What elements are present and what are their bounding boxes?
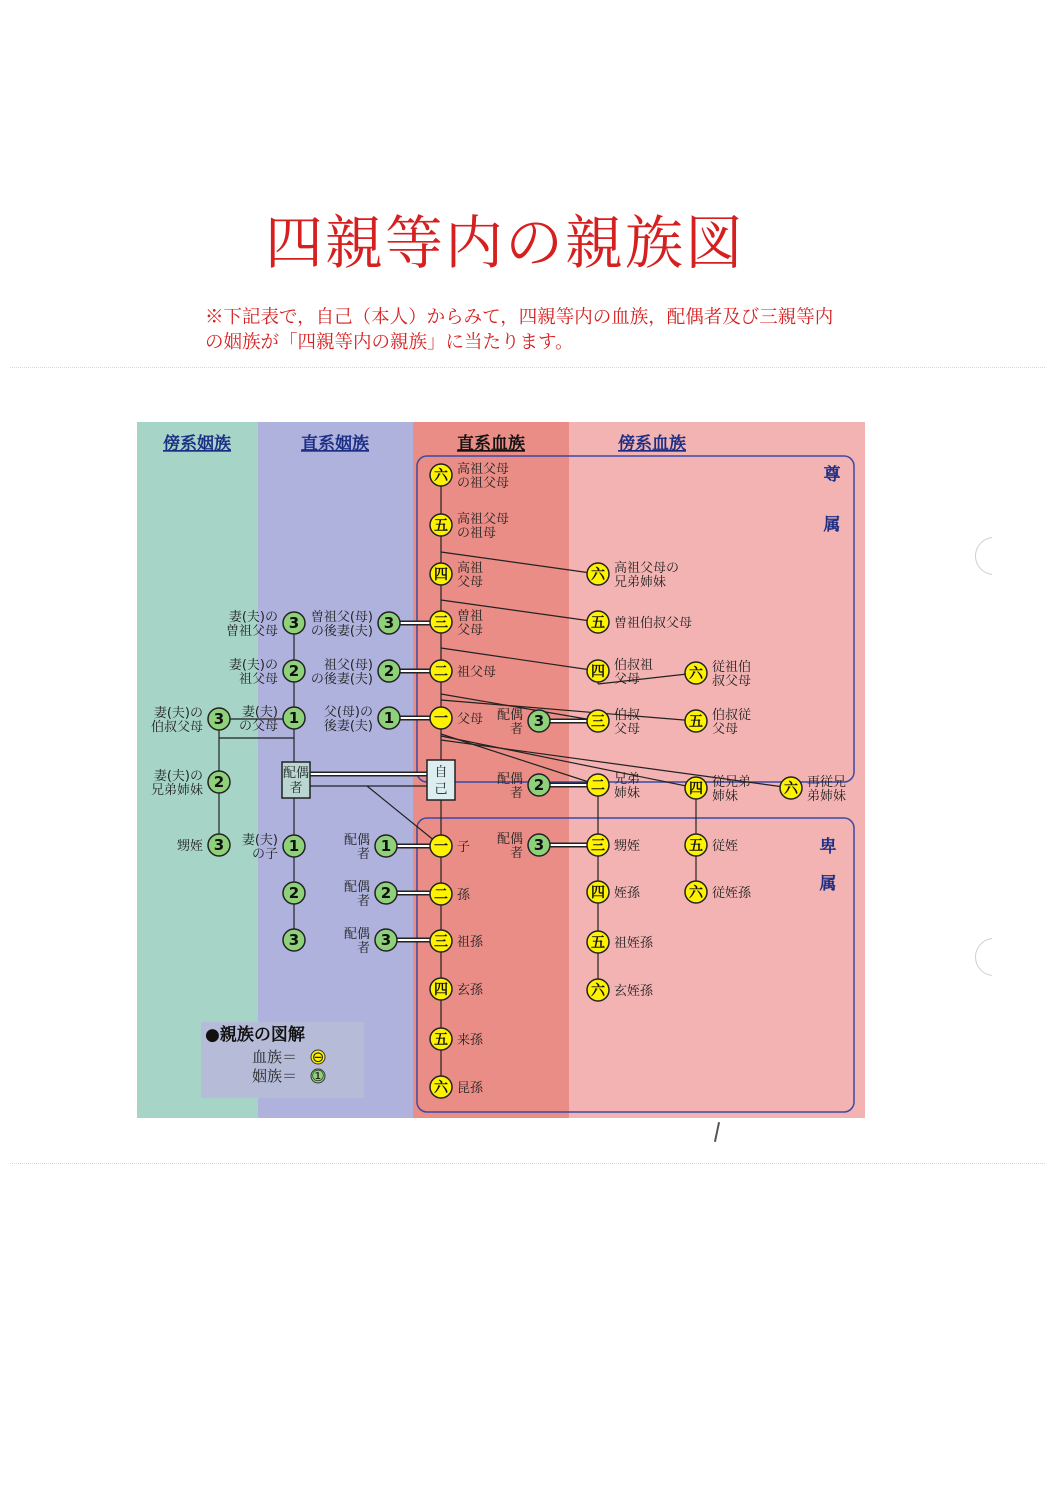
c-oimei-ko-degree: 四 — [591, 885, 605, 901]
self-label-1: 自 — [434, 765, 448, 780]
c-kouso-kyodai-label-1: 高祖父母の — [614, 561, 680, 576]
scan-line-top — [10, 367, 1045, 368]
legend-title: ●親族の図解 — [205, 1025, 305, 1045]
b-hiko-label-1: 祖孫 — [457, 935, 484, 950]
a-tsuma-ko2-node — [283, 882, 305, 904]
c-kouso-kyodai-label-2: 兄弟姉妹 — [614, 575, 667, 590]
c-hakushukuso-degree: 四 — [591, 664, 605, 680]
band-collateral-blood — [569, 422, 865, 1118]
punch-hole-upper — [975, 537, 1013, 575]
c-jusohaku-node — [685, 659, 751, 689]
b-kouso-degree: 四 — [434, 567, 448, 583]
a-tsuma-kyodai-node — [151, 768, 230, 798]
a-fubo-gosai-label-2: 後妻(夫) — [323, 719, 373, 734]
b-kouso-sofubo-node — [430, 461, 509, 491]
c-hakushuku-ju-label-2: 父母 — [712, 722, 739, 737]
a-kyodai-haigusha-label-1: 配偶 — [496, 772, 523, 787]
a-sousofu-gosai-label-1: 曽祖父(母) — [310, 610, 373, 625]
band-heading-collateral-affinity: 傍系姻族 — [163, 434, 231, 454]
a-tsuma-fubo-label-1: 妻(夫) — [241, 705, 278, 720]
a-tsuma-sofubo-label-2: 祖父母 — [238, 672, 278, 687]
c-itoko-mago-label-1: 従姪孫 — [712, 886, 752, 901]
b-fubo-degree: 一 — [434, 711, 448, 727]
a-tsuma-sousofubo-degree: 3 — [288, 614, 300, 632]
a-mago-haigusha-label-2: 者 — [356, 894, 370, 909]
spouse-node — [282, 762, 310, 798]
c-mata-itoko-node — [780, 775, 846, 804]
c-kyodai-label-1: 兄弟 — [614, 772, 641, 787]
a-tsuma-hakushuku-label-2: 伯叔父母 — [150, 720, 203, 735]
a-fubo-gosai-node — [324, 705, 400, 734]
a-oimei-haigusha-label-1: 配偶 — [496, 832, 523, 847]
c-itoko-ko-label-1: 従姪 — [712, 839, 739, 854]
a-kyodai-haigusha-label-2: 者 — [509, 786, 523, 801]
c-jusohaku-label-1: 従祖伯 — [712, 660, 752, 675]
b-fubo-label-1: 父母 — [457, 712, 484, 727]
a-tsuma-sofubo-node — [229, 657, 305, 687]
c-itoko-degree: 四 — [689, 781, 703, 797]
b-sofubo-label-1: 祖父母 — [457, 665, 497, 680]
b-mago-label-1: 孫 — [457, 888, 471, 903]
band-heading-lineal-blood: 直系血族 — [457, 434, 525, 454]
c-oimei-degree: 三 — [591, 838, 605, 854]
c-hakushukuso-label-2: 父母 — [614, 672, 641, 687]
a-tsuma-fubo-degree: 1 — [288, 709, 300, 727]
a-ko-haigusha-label-2: 者 — [356, 847, 370, 862]
c-oimei-himago-label-1: 玄姪孫 — [614, 984, 654, 999]
b-konson-label-1: 昆孫 — [457, 1081, 484, 1096]
c-oimei-ko-label-1: 姪孫 — [614, 886, 641, 901]
a-sousofu-gosai-node — [311, 609, 400, 639]
a-ko-haigusha-degree: 1 — [380, 837, 392, 855]
c-oimei-mago-degree: 五 — [591, 935, 605, 951]
b-kouso-sobo-label-1: 高祖父母 — [457, 512, 510, 527]
a-tsuma-sousofubo-node — [226, 609, 305, 639]
self-node — [427, 760, 455, 800]
c-kyodai-degree: 二 — [591, 778, 605, 794]
a-tsuma-oimei-degree: 3 — [213, 836, 225, 854]
a-tsuma-fubo-node — [239, 704, 305, 734]
b-kouso-sobo-label-2: の祖母 — [457, 526, 497, 541]
c-jusohaku-degree: 六 — [689, 666, 703, 682]
a-hakushuku-haigusha-degree: 3 — [533, 712, 545, 730]
punch-hole-lower — [975, 938, 1013, 976]
b-konson-degree: 六 — [434, 1080, 448, 1096]
a-tsuma-sousofubo-label-2: 曽祖父母 — [225, 624, 278, 639]
b-raison-degree: 五 — [434, 1032, 448, 1048]
legend-blood: 血族＝ — [252, 1048, 298, 1066]
a-tsuma-sousofubo-label-1: 妻(夫)の — [228, 610, 278, 625]
document-note: ※下記表で，自己（本人）からみて，四親等内の血族，配偶者及び三親等内の姻族が「四親等内の親族」に当たります。 — [205, 307, 834, 353]
b-sofubo-degree: 二 — [434, 664, 448, 680]
a-sousofu-gosai-degree: 3 — [383, 614, 395, 632]
a-tsuma-sofubo-label-1: 妻(夫)の — [228, 658, 278, 673]
c-oimei-himago-degree: 六 — [591, 983, 605, 999]
c-hakushukuso-label-1: 伯叔祖 — [614, 658, 654, 673]
legend — [201, 1022, 364, 1098]
b-kouso-sofubo-label-2: の祖父母 — [457, 476, 510, 491]
pen-mark — [714, 1122, 720, 1142]
c-mata-itoko-label-2: 弟姉妹 — [807, 789, 847, 804]
a-tsuma-ko-label-2: の子 — [251, 847, 278, 862]
c-itoko-label-2: 姉妹 — [712, 789, 739, 804]
document-title: 四親等内の親族図 — [264, 209, 745, 277]
a-fubo-gosai-degree: 1 — [383, 709, 395, 727]
c-hakushuku-degree: 三 — [591, 714, 605, 730]
b-raison-label-1: 来孫 — [457, 1033, 484, 1048]
a-kyodai-haigusha-degree: 2 — [533, 776, 545, 794]
a-tsuma-sofubo-degree: 2 — [288, 662, 300, 680]
c-hakushuku-ju-degree: 五 — [689, 714, 703, 730]
c-kouso-kyodai-degree: 六 — [591, 567, 605, 583]
a-sofubo-gosai-label-2: の後妻(夫) — [310, 672, 373, 687]
a-hiko-haigusha-label-1: 配偶 — [343, 927, 370, 942]
c-mata-itoko-label-1: 再従兄 — [807, 775, 847, 790]
a-tsuma-kyodai-degree: 2 — [213, 773, 225, 791]
a-oimei-haigusha-degree: 3 — [533, 836, 545, 854]
b-genson-degree: 四 — [434, 982, 448, 998]
legend-affinity: 姻族＝ — [252, 1067, 298, 1085]
a-hakushuku-haigusha-label-1: 配偶 — [496, 708, 523, 723]
b-ko-degree: 一 — [434, 839, 448, 855]
a-tsuma-oimei-label-1: 甥姪 — [176, 839, 203, 854]
spouse-label-1: 配偶 — [282, 766, 310, 781]
a-oimei-haigusha-label-2: 者 — [509, 846, 523, 861]
b-kouso-sofubo-degree: 六 — [434, 468, 448, 484]
a-mago-haigusha-label-1: 配偶 — [343, 880, 370, 895]
b-kouso-label-2: 父母 — [457, 575, 484, 590]
c-kyodai-label-2: 姉妹 — [614, 786, 641, 801]
c-sousohakushuku-label-1: 曽祖伯叔父母 — [614, 616, 693, 631]
a-tsuma-hakushuku-node — [151, 705, 230, 735]
a-sofubo-gosai-label-1: 祖父(母) — [323, 658, 373, 673]
b-mago-degree: 二 — [434, 887, 448, 903]
side-label-ascendant-1: 尊 — [823, 465, 841, 485]
a-ko-haigusha-label-1: 配偶 — [343, 833, 370, 848]
c-sousohakushuku-degree: 五 — [591, 615, 605, 631]
c-jusohaku-label-2: 叔父母 — [712, 674, 752, 689]
c-oimei-label-1: 甥姪 — [614, 839, 641, 854]
b-ko-label-1: 子 — [457, 840, 471, 855]
c-hakushuku-ju-label-1: 伯叔従 — [712, 708, 752, 723]
scan-line-bottom — [10, 1163, 1045, 1164]
c-oimei-mago-label-1: 祖姪孫 — [614, 936, 654, 951]
a-sofubo-gosai-node — [311, 657, 400, 687]
b-sousofu-label-1: 曽祖 — [457, 609, 484, 624]
band-heading-collateral-blood: 傍系血族 — [618, 434, 686, 454]
c-hakushuku-label-1: 伯叔 — [614, 708, 641, 723]
a-sofubo-gosai-degree: 2 — [383, 662, 395, 680]
c-mata-itoko-degree: 六 — [784, 781, 798, 797]
b-hiko-degree: 三 — [434, 934, 448, 950]
a-tsuma-hakushuku-label-1: 妻(夫)の — [153, 706, 203, 721]
a-hiko-haigusha-degree: 3 — [380, 931, 392, 949]
kinship-diagram — [137, 422, 865, 1118]
a-fubo-gosai-label-1: 父(母)の — [323, 705, 373, 720]
side-label-descendant-1: 卑 — [819, 837, 837, 857]
c-itoko-ko-degree: 五 — [689, 838, 703, 854]
b-kouso-sofubo-label-1: 高祖父母 — [457, 462, 510, 477]
a-sousofu-gosai-label-2: の後妻(夫) — [310, 624, 373, 639]
b-kouso-label-1: 高祖 — [457, 561, 484, 576]
c-itoko-label-1: 従兄弟 — [712, 775, 752, 790]
b-genson-label-1: 玄孫 — [457, 983, 484, 998]
c-itoko-mago-degree: 六 — [689, 885, 703, 901]
b-sousofu-label-2: 父母 — [457, 623, 484, 638]
a-hakushuku-haigusha-label-2: 者 — [509, 722, 523, 737]
a-tsuma-ko2-degree: 2 — [288, 884, 300, 902]
a-tsuma-hakushuku-degree: 3 — [213, 710, 225, 728]
legend-blood-symbol: ⊖ — [311, 1048, 325, 1066]
b-sousofu-degree: 三 — [434, 615, 448, 631]
side-label-ascendant-2: 属 — [823, 515, 841, 535]
legend-affinity-symbol: ① — [311, 1067, 325, 1085]
spouse-label-2: 者 — [289, 781, 303, 796]
self-label-2: 己 — [434, 782, 448, 797]
side-label-descendant-2: 属 — [819, 874, 837, 894]
c-hakushuku-label-2: 父母 — [614, 722, 641, 737]
a-hiko-haigusha-label-2: 者 — [356, 941, 370, 956]
a-tsuma-ko-degree: 1 — [288, 837, 300, 855]
a-tsuma-fubo-label-2: の父母 — [238, 719, 278, 734]
a-tsuma-ko3-node — [283, 929, 305, 951]
a-mago-haigusha-degree: 2 — [380, 884, 392, 902]
b-kouso-sobo-degree: 五 — [434, 518, 448, 534]
a-tsuma-ko-node — [242, 832, 305, 862]
band-heading-lineal-affinity: 直系姻族 — [301, 434, 369, 454]
a-tsuma-kyodai-label-2: 兄弟姉妹 — [150, 783, 203, 798]
a-tsuma-ko3-degree: 3 — [288, 931, 300, 949]
a-tsuma-kyodai-label-1: 妻(夫)の — [153, 769, 203, 784]
a-tsuma-ko-label-1: 妻(夫) — [241, 833, 278, 848]
